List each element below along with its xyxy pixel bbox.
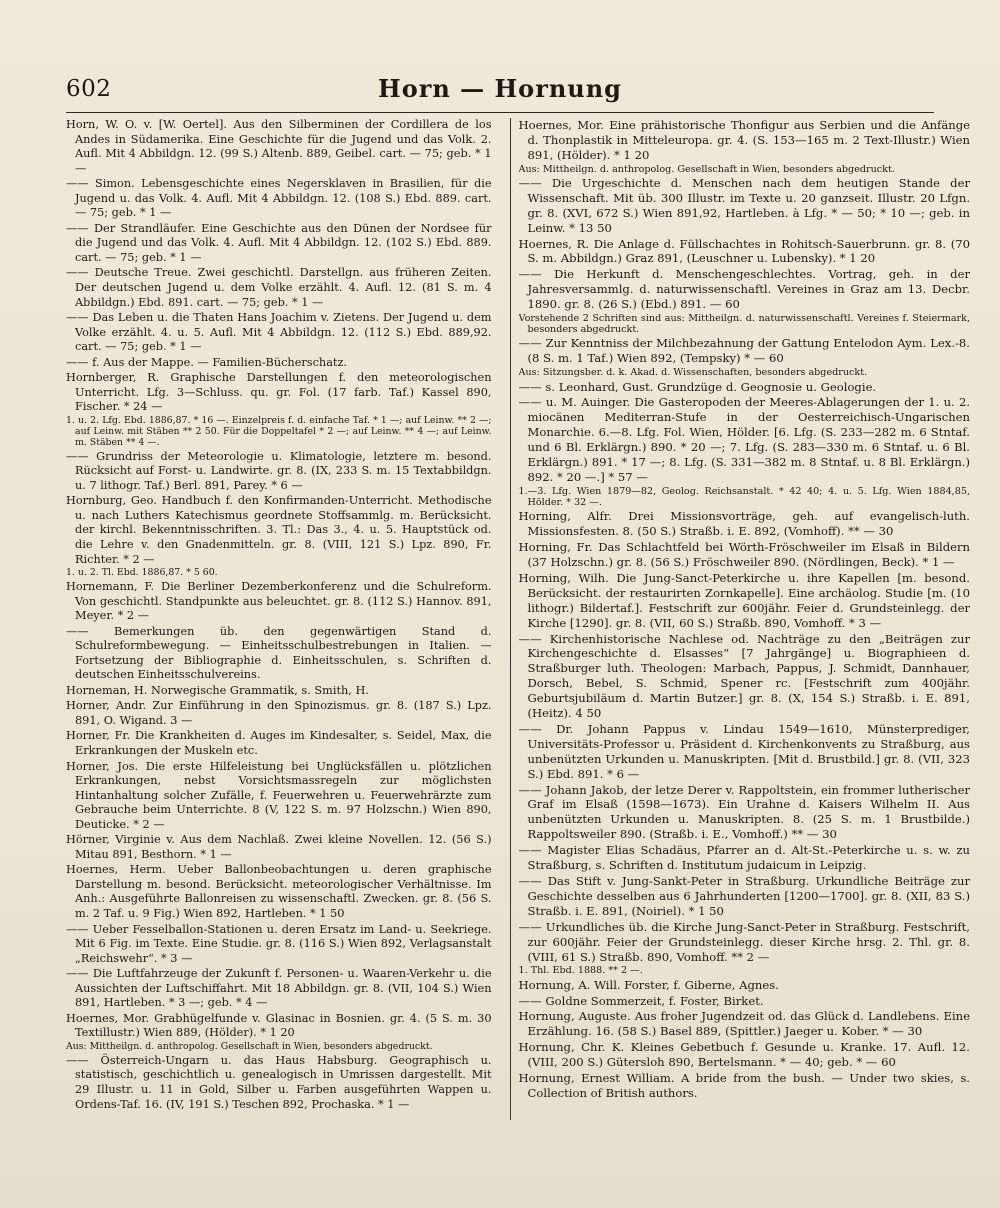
catalog-entry: Hornberger, R. Graphische Darstellungen f. den meteorologischen Unterricht. Lfg. 3—Schluss. qu. gr. Fol. (17 farb. Taf.) Kassel 890, Fischer. * 24 — — [66, 371, 492, 414]
catalog-entry: —— Der Strandläufer. Eine Geschichte aus den Dünen der Nordsee für die Jugend und das Volk. 4. Aufl. Mit 4 Abbildgn. 12. (102 S.) Ebd. 889. cart. — 75; geb. * 1 — — [66, 221, 492, 264]
catalog-entry: Horning, Alfr. Drei Missionsvorträge, geh. auf evangelisch-luth. Missionsfesten. 8. (50 S.) Straßb. i. E. 892, (Vomhoff). ** — 30 — [518, 509, 970, 539]
catalog-entry: —— Magister Elias Schadäus, Pfarrer an d. Alt-St.-Peterkirche u. s. w. zu Straßburg, s. Schriften d. Institutum judaicum in Leipzig. — [518, 843, 970, 873]
catalog-entry: Horneman, H. Norwegische Grammatik, s. Smith, H. — [66, 683, 369, 697]
catalog-entry: Hornburg, Geo. Handbuch f. den Konfirmanden-Unterricht. Methodische u. nach Luthers Katechismus geordnete Stoffsammlg. m. Berücksicht. der kirchl. Bekenntnisschriften. 3. Tl.: Das 3., 4. u. 5. Hauptstück od. die Lehre v. den Gnadenmitteln. gr. 8. (VIII, 121 S.) Lpz. 890, Fr. Richter. * 2 — — [66, 494, 492, 566]
column-divider — [510, 118, 511, 1120]
catalog-entry: —— Zur Kenntniss der Milchbezahnung der Gattung Entelodon Aym. Lex.-8. (8 S. m. 1 Taf.) Wien 892, (Tempsky) * — 60 — [518, 336, 970, 366]
catalog-entry: —— Dr. Johann Pappus v. Lindau 1549—1610, Münsterprediger, Universitäts-Professor u. Präsident d. Kirchenkonvents zu Straßburg, aus unbenützten Urkunden u. Manuskripten. [Mit d. Brustbild.] gr. 8. (VII, 323 S.) Ebd. 891. * 6 — — [518, 721, 970, 781]
catalog-entry: Hoernes, Herm. Ueber Ballonbeobachtungen u. deren graphische Darstellung m. besond. Berücksicht. meteorologischer Verhältnisse. Im Anh.: Ausgeführte Ballonreisen zu wissenschaftl. Zwecken. gr. 8. (56 S. m. 2 Taf. u. 9 Fig.) Wien 892, Hartleben. * 1 50 — [66, 863, 492, 921]
catalog-entry: Hornemann, F. Die Berliner Dezemberkonferenz und die Schulreform. Von geschichtl. Standpunkte aus beleuchtet. gr. 8. (112 S.) Hannov. 891, Meyer. * 2 — — [66, 580, 492, 623]
catalog-entry: Hoernes, Mor. Eine prähistorische Thonfigur aus Serbien und die Anfänge d. Thonplastik in Mitteleuropa. gr. 4. (S. 153—165 m. 2 Text-Illustr.) Wien 891, (Hölder). * 1 20 — [518, 118, 970, 162]
catalog-entry: —— Johann Jakob, der letze Derer v. Rappoltstein, ein frommer lutherischer Graf im Elsaß (1598—1673). Ein Urahne d. Kaisers Wilhelm II. Aus unbenützten Urkunden u. Manuskripten. 8. (25 S. m. 1 Brustbilde.) Rappoltsweiler 890. (Straßb. i. E., Vomhoff.) ** — 30 — [518, 782, 970, 842]
catalog-entry: Horn, W. O. v. [W. Oertel]. Aus den Silberminen der Cordillera de los Andes in Südamerika. Eine Geschichte für die Jugend und das Volk. 2. Aufl. Mit 4 Abbildgn. 12. (99 S.) Altenb. 889, Geibel. cart. — 75; geb. * 1 — — [66, 118, 492, 175]
catalog-entry: Horner, Fr. Die Krankheiten d. Auges im Kindesalter, s. Seidel, Max, die Erkrankungen der Muskeln etc. — [66, 729, 492, 758]
entry-note: Aus: Mittheilgn. d. anthropolog. Gesellschaft in Wien, besonders abgedruckt. — [66, 1040, 433, 1052]
catalog-entry: —— Das Leben u. die Thaten Hans Joachim v. Zietens. Der Jugend u. dem Volke erzählt. 4. u. 5. Aufl. Mit 4 Abbildgn. 12. (112 S.) Ebd. 889,92. cart. — 75; geb. * 1 — — [66, 311, 492, 354]
catalog-entry: —— Deutsche Treue. Zwei geschichtl. Darstellgn. aus früheren Zeiten. Der deutschen Jugend u. dem Volke erzählt. 4. Aufl. 12. (81 S. m. 4 Abbildgn.) Ebd. 891. cart. — 75; geb. * 1 — — [66, 266, 492, 309]
catalog-entry: —— Simon. Lebensgeschichte eines Negersklaven in Brasilien, für die Jugend u. das Volk. 4. Aufl. Mit 4 Abbildgn. 12. (108 S.) Ebd. 889. cart. — 75; geb. * 1 — — [66, 177, 492, 220]
catalog-entry: —— Die Urgeschichte d. Menschen nach dem heutigen Stande der Wissenschaft. Mit üb. 300 Illustr. im Texte u. 20 ganzseit. Illustr. 20 Lfgn. gr. 8. (XVI, 672 S.) Wien 891,92, Hartleben. à Lfg. * — 50; * 10 —; geb. in Leinw. * 13 50 — [518, 175, 970, 235]
catalog-entry: Hornung, Ernest William. A bride from the bush. — Under two skies, s. Collection of British authors. — [518, 1071, 970, 1100]
catalog-entry: Hornung, Chr. K. Kleines Gebetbuch f. Gesunde u. Kranke. 17. Aufl. 12. (VIII, 200 S.) Gütersloh 890, Bertelsmann. * — 40; geb. * — 60 — [518, 1040, 970, 1070]
catalog-entry: Hoernes, R. Die Anlage d. Füllschachtes in Rohitsch-Sauerbrunn. gr. 8. (70 S. m. Abbildgn.) Graz 891, (Leuschner u. Lubensky). * 1 20 — [518, 236, 970, 266]
header-rule — [66, 112, 934, 113]
catalog-entry: Hornung, Auguste. Aus froher Jugendzeit od. das Glück d. Landlebens. Eine Erzählung. 16. (58 S.) Basel 889, (Spittler.) Jaeger u. Kober. * — 30 — [518, 1009, 970, 1039]
entry-note: Vorstehende 2 Schriften sind aus: Mittheilgn. d. naturwissenschaftl. Vereines f. Steiermark, besonders abgedruckt. — [518, 313, 970, 336]
catalog-entry: Horning, Wilh. Die Jung-Sanct-Peterkirche u. ihre Kapellen [m. besond. Berücksicht. der restaurirten Zornkapelle]. Eine archäolog. Studie [m. (10 lithogr.) Bildertaf.]. Festschrift zur 600jähr. Feier d. Grundsteinlegg. der Kirche [1290]. gr. 8. (VII, 60 S.) Straßb. 890, Vomhoff. * 3 — — [518, 570, 970, 630]
entry-note: 1. u. 2. Tl. Ebd. 1886,87. * 5 60. — [66, 567, 218, 579]
catalog-entry: —— Grundriss der Meteorologie u. Klimatologie, letztere m. besond. Rücksicht auf Forst- u. Landwirte. gr. 8. (IX, 233 S. m. 15 Textabbildgn. u. 7 lithogr. Taf.) Berl. 891, Parey. * 6 — — [66, 449, 492, 492]
entry-note: 1. u. 2. Lfg. Ebd. 1886,87. * 16 —. Einzelpreis f. d. einfache Taf. * 1 —; auf Leinw. ** 2 —; auf Leinw. mit Stäben ** 2 50. Für die Doppeltafel * 2 —; auf Leinw. ** 4 —; auf Leinw. m. Stäben ** 4 —. — [66, 414, 492, 448]
catalog-entry: —— u. M. Auinger. Die Gasteropoden der Meeres-Ablagerungen der 1. u. 2. miocänen Mediterran-Stufe in der Oesterreichisch-Ungarischen Monarchie. 6.—8. Lfg. Fol. Wien, Hölder. [6. Lfg. (S. 233—282 m. 6 Stntaf. und 6 Bl. Erklärgn.) 890. * 20 —; 7. Lfg. (S. 283—330 m. 6 Stntaf. u. 6 Bl. Erklärgn.) 891. * 17 —; 8. Lfg. (S. 331—382 m. 8 Stntaf. u. 8 Bl. Erklärgn.) 892. * 20 —.] * 57 — — [518, 395, 970, 484]
catalog-entry: Hörner, Virginie v. Aus dem Nachlaß. Zwei kleine Novellen. 12. (56 S.) Mitau 891, Besthorn. * 1 — — [66, 833, 492, 861]
page-header — [66, 70, 934, 110]
catalog-entry: Hornung, A. Will. Forster, f. Giberne, Agnes. — [518, 977, 779, 992]
entry-note: 1. Thl. Ebd. 1888. ** 2 —. — [518, 965, 643, 977]
catalog-entry: —— Das Stift v. Jung-Sankt-Peter in Straßburg. Urkundliche Beiträge zur Geschichte desselben aus 6 Jahrhunderten [1200—1700]. gr. 8. (XII, 83 S.) Straßb. i. E. 891, (Noiriel). * 1 50 — [518, 874, 970, 918]
catalog-entry: —— Urkundliches üb. die Kirche Jung-Sanct-Peter in Straßburg. Festschrift, zur 600jähr. Feier der Grundsteinlegg. dieser Kirche hrsg. 2. Thl. gr. 8. (VIII, 61 S.) Straßb. 890, Vomhoff. ** 2 — — [518, 919, 970, 964]
entry-note: Aus: Sitzungsber. d. k. Akad. d. Wissenschaften, besonders abgedruckt. — [518, 367, 868, 379]
running-title: Horn — Hornung — [378, 74, 622, 103]
catalog-entry: —— Österreich-Ungarn u. das Haus Habsburg. Geographisch u. statistisch, geschichtlich u. genealogisch in Umrissen dargestellt. Mit 29 Illustr. u. 11 in Gold, Silber u. Farben ausgeführten Wappen u. Ordens-Taf. 16. (IV, 191 S.) Teschen 892, Prochaska. * 1 — — [66, 1053, 492, 1111]
catalog-entry: —— s. Leonhard, Gust. Grundzüge d. Geognosie u. Geologie. — [518, 379, 877, 394]
entry-note: 1.—3. Lfg. Wien 1879—82, Geolog. Reichsanstalt. * 42 40; 4. u. 5. Lfg. Wien 1884,85, Hölder. * 32 —. — [518, 485, 970, 509]
two-column-body — [66, 118, 970, 1120]
catalog-entry: Horner, Jos. Die erste Hilfeleistung bei Unglücksfällen u. plötzlichen Erkrankungen, nebst Vorsichtsmassregeln zur möglichsten Hintanhaltung solcher Zufälle, f. Feuerwehren u. Feuerwehrärzte zum Gebrauche beim Unterrichte. 8 (V, 122 S. m. 97 Holzschn.) Wien 890, Deuticke. * 2 — — [66, 759, 492, 831]
page-number: 602 — [66, 76, 112, 102]
entry-note: Aus: Mittheilgn. d. anthropolog. Gesellschaft in Wien, besonders abgedruckt. — [518, 163, 895, 175]
catalog-entry: —— Bemerkungen üb. den gegenwärtigen Stand d. Schulreformbewegung. — Einheitsschulbestrebungen in Italien. — Fortsetzung der Bibliographie d. Einheitsschulen, s. Schriften d. deutschen Einheitsschulvereins. — [66, 624, 492, 682]
catalog-entry: —— f. Aus der Mappe. — Familien-Bücherschatz. — [66, 355, 348, 369]
catalog-entry: Horner, Andr. Zur Einführung in den Spinozismus. gr. 8. (187 S.) Lpz. 891, O. Wigand. 3 — — [66, 699, 492, 727]
catalog-entry: —— Goldne Sommerzeit, f. Foster, Birket. — [518, 993, 764, 1008]
right-column — [519, 118, 970, 1120]
catalog-entry: —— Die Luftfahrzeuge der Zukunft f. Personen- u. Waaren-Verkehr u. die Aussichten der Luftschiffahrt. Mit 18 Abbildgn. gr. 8. (VII, 104 S.) Wien 891, Hartleben. * 3 —; geb. * 4 — — [66, 967, 492, 1010]
catalog-entry: —— Kirchenhistorische Nachlese od. Nachträge zu den „Beiträgen zur Kirchengeschichte d. Elsasses“ [7 Jahrgänge] u. Biographieen d. Straßburger luth. Theologen: Marbach, Pappus, J. Schmidt, Dannhauer, Dorsch, Bebel, S. Schmid, Spener rc. [Festschrift zum 400jähr. Geburtsjubiläum d. Martin Butzer.] gr. 8. (X, 154 S.) Straßb. i. E. 891, (Heitz). 4 50 — [518, 631, 970, 721]
catalog-entry: —— Ueber Fesselballon-Stationen u. deren Ersatz im Land- u. Seekriege. Mit 6 Fig. im Texte. Eine Studie. gr. 8. (116 S.) Wien 892, Verlagsanstalt „Reichswehr“. * 3 — — [66, 922, 492, 965]
catalog-entry: —— Die Herkunft d. Menschengeschlechtes. Vortrag, geh. in der Jahresversammlg. d. naturwissenschaftl. Vereines in Graz am 13. Decbr. 1890. gr. 8. (26 S.) (Ebd.) 891. — 60 — [518, 267, 970, 312]
catalog-entry: Hoernes, Mor. Grabhügelfunde v. Glasinac in Bosnien. gr. 4. (5 S. m. 30 Textillustr.) Wien 889, (Hölder). * 1 20 — [66, 1011, 492, 1040]
left-column — [66, 118, 502, 1120]
catalog-entry: Horning, Fr. Das Schlachtfeld bei Wörth-Fröschweiler im Elsaß in Bildern (37 Holzschn.) gr. 8. (56 S.) Fröschweiler 890. (Nördlingen, Beck). * 1 — — [518, 540, 970, 569]
